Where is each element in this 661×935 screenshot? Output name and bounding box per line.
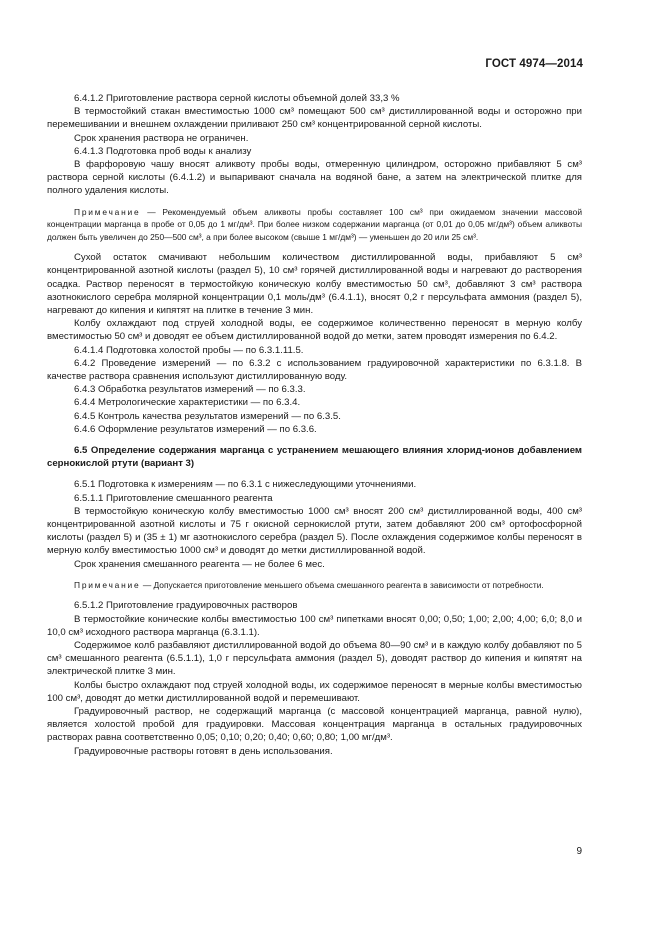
paragraph: Градуировочный раствор, не содержащий марганца (с массовой концентрацией марганца, равной нулю), является холостой пробой для градуировки. Массовая концентрация марганца в остальных градуировочных растворах равна соответственно 0,05; 0,10; 0,20; 0,40; 0,60; 0,80; 1,00 мг/дм³.	[47, 705, 582, 744]
paragraph: 6.4.6 Оформление результатов измерений — по 6.3.6.	[74, 423, 317, 435]
paragraph: Колбу охлаждают под струей холодной воды, ее содержимое количественно переносят в мерную колбу вместимостью 50 см³ и доводят ее объем дистиллированной водой до метки, затем проводят измерения по 6.4.2.	[47, 318, 582, 343]
page-number: 9	[576, 846, 582, 857]
paragraph: 6.5.1 Подготовка к измерениям — по 6.3.1 с нижеследующими уточнениями.	[74, 479, 417, 491]
note-text: — Допускается приготовление меньшего объема смешанного реагента в зависимости от потребности.	[142, 579, 544, 590]
paragraph: Сухой остаток смачивают небольшим количеством дистиллированной воды, прибавляют 5 см³ концентрированной азотной кислоты (раздел 5), 10 см³ горячей дистиллированной воды и нагревают до растворения осадка. Раствор переносят в термостойкую коническую колбу вместимостью 50 см³, добавляют 3 см³ раствора азотнокислого серебра молярной концентрации 0,1 моль/дм³ (6.4.1.1), вносят 0,2 г персульфата аммония (раздел 5), нагревают до кипения и кипятят на плитке в течение 3 мин.	[47, 252, 582, 316]
standard-header: ГОСТ 4974—2014	[485, 58, 583, 70]
note	[47, 206, 582, 244]
paragraph: 6.4.1.3 Подготовка проб воды к анализу	[74, 145, 252, 157]
paragraph: В термостойкую коническую колбу вместимостью 1000 см³ вносят 200 см³ дистиллированной воды, 400 см³ концентрированной азотной кислоты и 75 г окисной сернокислой ртути, затем добавляют 200 см³ ортофосфорной кислоты (раздел 5) и (35 ± 1) мг азотнокислого серебра (раздел 5). После охлаждения содержимое колбы переносят в мерную колбу вместимостью 1000 см³ и доводят до метки дистиллированной водой.	[47, 505, 582, 557]
paragraph: В термостойкий стакан вместимостью 1000 см³ помещают 500 см³ дистиллированной воды и осторожно при перемешивании и внешнем охлаждении приливают 250 см³ концентрированной серной кислоты.	[47, 106, 582, 131]
section-heading: 6.5 Определение содержания марганца с устранением мешающего влияния хлорид-ионов добавлением сернокислой ртути (вариант 3)	[47, 444, 582, 470]
paragraph: Срок хранения смешанного реагента — не более 6 мес.	[74, 558, 325, 570]
paragraph: 6.4.1.4 Подготовка холостой пробы — по 6.3.1.11.5.	[74, 344, 304, 356]
note-label: Примечание	[74, 579, 141, 590]
paragraph: Срок хранения раствора не ограничен.	[74, 132, 249, 144]
note-text: — Рекомендуемый объем аликвоты пробы составляет 100 см³ при ожидаемом значении массовой концентрации марганца в пробе от 0,05 до 1 мг/дм³. При более низком содержании марганца (от 0,01 до 0,05 мг/дм³) объем аликвоты должен быть увеличен до 250—500 см³, а при более высоком (свыше 1 мг/дм³) — уменьшен до 20 или 25 см³.	[47, 206, 583, 242]
paragraph: 6.4.1.2 Приготовление раствора серной кислоты объемной долей 33,3 %	[74, 93, 400, 104]
note	[47, 579, 582, 592]
paragraph: В фарфоровую чашу вносят аликвоту пробы воды, отмеренную цилиндром, осторожно прибавляют 5 см³ раствора серной кислоты (6.4.1.2) и выпаривают сначала на водяной бане, а затем на электрической плитке для полного удаления кислоты.	[47, 159, 582, 197]
paragraph: Содержимое колб разбавляют дистиллированной водой до объема 80—90 см³ и в каждую колбу добавляют по 5 см³ смешанного реагента (6.5.1.1), 1,0 г персульфата аммония (раздел 5), доводят раствор до кипения и кипятят на электрической плитке 3 мин.	[47, 639, 582, 678]
paragraph: Колбы быстро охлаждают под струей холодной воды, их содержимое переносят в мерные колбы вместимостью 100 см³, доводят до метки дистиллированной водой и перемешивают.	[47, 679, 582, 704]
document-body	[47, 92, 582, 758]
paragraph: 6.5.1.1 Приготовление смешанного реагента	[74, 492, 273, 504]
paragraph: Градуировочные растворы готовят в день использования.	[74, 745, 333, 757]
paragraph: 6.5.1.2 Приготовление градуировочных растворов	[74, 600, 298, 612]
paragraph: 6.4.4 Метрологические характеристики — по 6.3.4.	[74, 397, 301, 409]
paragraph: 6.4.2 Проведение измерений — по 6.3.2 с использованием градуировочной характеристики по 6.3.1.8. В качестве раствора сравнения используют дистиллированную воду.	[47, 357, 582, 382]
paragraph: 6.4.3 Обработка результатов измерений — по 6.3.3.	[74, 384, 306, 396]
note-label: Примечание	[74, 206, 141, 217]
paragraph: 6.4.5 Контроль качества результатов измерений — по 6.3.5.	[74, 410, 341, 422]
paragraph: В термостойкие конические колбы вместимостью 100 см³ пипетками вносят 0,00; 0,50; 1,00; 2,00; 4,00; 6,0; 8,0 и 10,0 см³ исходного раствора марганца (6.3.1.1).	[47, 613, 582, 638]
